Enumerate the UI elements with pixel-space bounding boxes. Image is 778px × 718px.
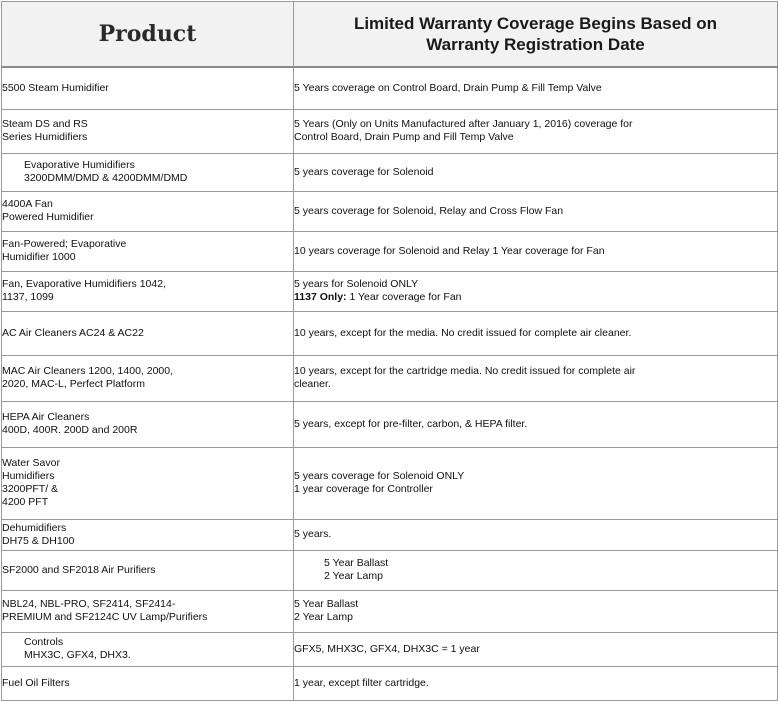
coverage-cell: 5 years coverage for Solenoid [294, 153, 778, 191]
product-cell: Dehumidifiers DH75 & DH100 [2, 519, 294, 550]
table-row [2, 632, 778, 666]
table-row [2, 191, 778, 231]
table-row [2, 550, 778, 590]
product-cell: Fan, Evaporative Humidifiers 1042, 1137, 1099 [2, 271, 294, 311]
coverage-cell: 5 Years (Only on Units Manufactured after January 1, 2016) coverage for Control Board, Drain Pump and Fill Temp Valve [294, 109, 778, 153]
coverage-cell: 5 Years coverage on Control Board, Drain Pump & Fill Temp Valve [294, 67, 778, 109]
product-cell: MAC Air Cleaners 1200, 1400, 2000, 2020, MAC-L, Perfect Platform [2, 355, 294, 401]
product-cell: Controls MHX3C, GFX4, DHX3. [2, 632, 294, 666]
coverage-cell: 1 year, except filter cartridge. [294, 666, 778, 700]
warranty-table [1, 1, 778, 701]
table-row [2, 271, 778, 311]
coverage-cell: 10 years, except for the cartridge media. No credit issued for complete air cleaner. [294, 355, 778, 401]
coverage-note-label: 1137 Only: [294, 291, 347, 303]
coverage-column-header: Limited Warranty Coverage Begins Based on Warranty Registration Date [294, 2, 778, 68]
coverage-cell: 5 years coverage for Solenoid, Relay and Cross Flow Fan [294, 191, 778, 231]
table-row [2, 401, 778, 447]
coverage-cell: 5 Year Ballast 2 Year Lamp [294, 550, 778, 590]
table-row [2, 590, 778, 632]
table-row [2, 67, 778, 109]
table-row [2, 231, 778, 271]
product-cell: Evaporative Humidifiers 3200DMM/DMD & 4200DMM/DMD [2, 153, 294, 191]
coverage-cell: 5 years. [294, 519, 778, 550]
coverage-cell: 5 years, except for pre-filter, carbon, & HEPA filter. [294, 401, 778, 447]
product-cell: Steam DS and RS Series Humidifiers [2, 109, 294, 153]
coverage-line: 5 years for Solenoid ONLY [294, 278, 419, 290]
table-header-row [2, 2, 778, 68]
product-cell: NBL24, NBL-PRO, SF2414, SF2414- PREMIUM and SF2124C UV Lamp/Purifiers [2, 590, 294, 632]
table-row [2, 153, 778, 191]
product-cell: Fan-Powered; Evaporative Humidifier 1000 [2, 231, 294, 271]
product-column-header: Product [2, 2, 294, 68]
table-row [2, 666, 778, 700]
product-cell: 5500 Steam Humidifier [2, 67, 294, 109]
product-cell: AC Air Cleaners AC24 & AC22 [2, 311, 294, 355]
coverage-cell: 10 years, except for the media. No credit issued for complete air cleaner. [294, 311, 778, 355]
product-cell: HEPA Air Cleaners 400D, 400R. 200D and 200R [2, 401, 294, 447]
coverage-cell: 5 years coverage for Solenoid ONLY 1 year coverage for Controller [294, 447, 778, 519]
table-row [2, 447, 778, 519]
coverage-cell: 10 years coverage for Solenoid and Relay 1 Year coverage for Fan [294, 231, 778, 271]
coverage-cell: 5 Year Ballast 2 Year Lamp [294, 590, 778, 632]
product-cell: Fuel Oil Filters [2, 666, 294, 700]
product-cell: 4400A Fan Powered Humidifier [2, 191, 294, 231]
table-row [2, 311, 778, 355]
table-row [2, 355, 778, 401]
table-row [2, 109, 778, 153]
product-cell: SF2000 and SF2018 Air Purifiers [2, 550, 294, 590]
product-cell: Water Savor Humidifiers 3200PFT/ & 4200 PFT [2, 447, 294, 519]
coverage-note-text: 1 Year coverage for Fan [346, 291, 462, 303]
coverage-cell: GFX5, MHX3C, GFX4, DHX3C = 1 year [294, 632, 778, 666]
table-row [2, 519, 778, 550]
coverage-cell [294, 271, 778, 311]
